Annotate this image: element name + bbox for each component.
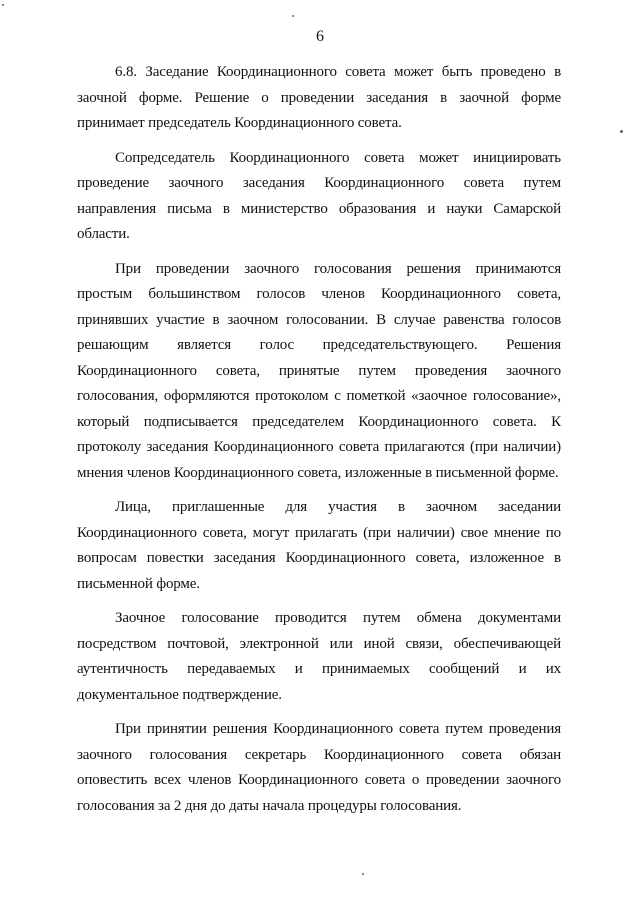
paragraph-document-exchange: Заочное голосование проводится путем обмена документами посредством почтовой, электронной или иной связи, обеспечивающей аутентичность передаваемых и принимаемых сообщений и их документальное подтверждение. — [77, 610, 561, 703]
document-body — [77, 60, 561, 828]
scan-speck — [292, 15, 294, 17]
scan-speck — [620, 130, 623, 133]
page-number: 6 — [316, 28, 324, 45]
paragraph-cochair-initiative: Сопредседатель Координационного совета может инициировать проведение заочного заседания Координационного совета путем направления письма в министерство образования и науки Самарской области. — [77, 149, 561, 242]
scan-speck — [362, 873, 364, 875]
paragraph-secretary-notice: При принятии решения Координационного совета путем проведения заочного голосования секретарь Координационного совета обязан оповестить всех членов Координационного совета о проведении заочного голосования за 2 дня до даты начала процедуры голосования. — [77, 721, 561, 814]
scan-speck — [2, 4, 4, 6]
paragraph-voting-rules: При проведении заочного голосования решения принимаются простым большинством голосов членов Координационного совета, принявших участие в заочном голосовании. В случае равенства голосов решающим является голос председательствующего. Решения Координационного совета, принятые путем проведения заочного голосования, оформляются протоколом с пометкой «заочное голосование», который подписывается председателем Координационного совета. К протоколу заседания Координационного совета прилагаются (при наличии) мнения членов Координационного совета, изложенные в письменной форме. — [77, 260, 561, 481]
paragraph-invited-persons: Лица, приглашенные для участия в заочном заседании Координационного совета, могут прилагать (при наличии) свое мнение по вопросам повестки заседания Координационного совета, изложенное в письменной форме. — [77, 499, 561, 592]
paragraph-6-8-remote-meeting: 6.8. Заседание Координационного совета может быть проведено в заочной форме. Решение о проведении заседания в заочной форме принимает председатель Координационного совета. — [77, 64, 561, 131]
